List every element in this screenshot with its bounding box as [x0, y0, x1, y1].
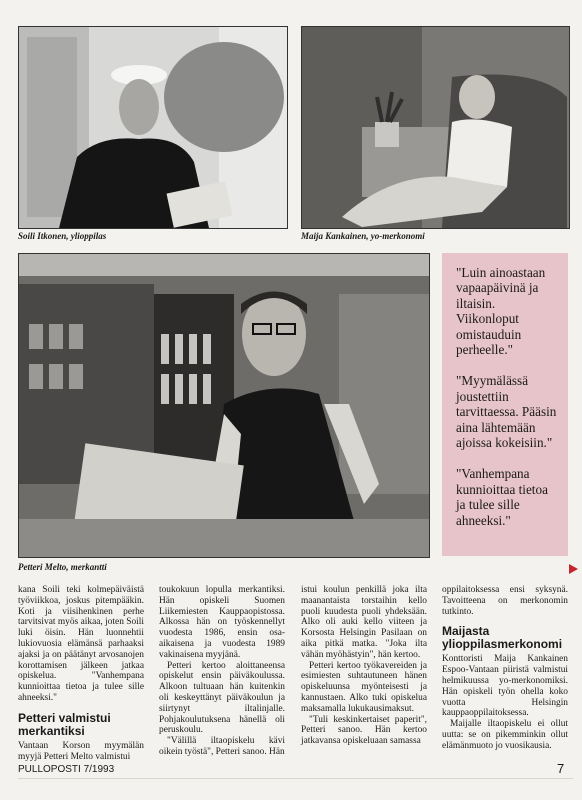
article-column-3	[301, 585, 427, 747]
caption-photo-maija: Maija Kankainen, yo-merkonomi	[301, 231, 425, 241]
footer-divider	[18, 778, 573, 779]
paragraph: kana Soili teki kolmepäiväistä työviikkoa, joskus pitempääkin. Koti ja viisihenkinen perhe tarvitsivat myös aikaa, joten Soili luki öisin. Hän luonnehtii lukiovuosia elämänsä parhaaksi ajaksi ja on päätänyt arvosanojen korottamisen jälkeen jatkaa opiskelua. "Vanhempana kunnioittaa tietoa ja tulee sille ahneeksi."	[18, 585, 144, 703]
caption-photo-petteri: Petteri Melto, merkantti	[18, 562, 107, 572]
photo-maija-kankainen	[301, 26, 570, 229]
paragraph: Konttoristi Maija Kankainen Espoo-Vantaan piiristä valmistui helmikuussa yo-merkonomiksi. Hän opiskeli työn ohella koko vuotta Helsingin kauppaoppilaitoksessa.	[442, 654, 568, 719]
pull-quote-3: "Vanhempana kunnioittaa tietoa ja tulee sille ahneeksi."	[456, 466, 548, 528]
pull-quote-2: "Myymälässä joustettiin tarvittaessa. Pääsin aina lähtemään ajoissa kokeisiin."	[456, 373, 557, 451]
subheading-maija: Maijasta ylioppilasmerkonomi	[442, 624, 563, 652]
article-column-4	[442, 585, 568, 752]
article-column-2	[159, 585, 285, 758]
paragraph: toukokuun lopulla merkantiksi. Hän opiskeli Suomen Liikemiesten Kauppaopistossa. Alkossa hän on työskennellyt vuodesta 1986, ensin osa-aikaisena ja vuodesta 1989 vakinaisena myyjänä.	[159, 585, 285, 660]
photo-soili-itkonen	[18, 26, 288, 229]
paragraph: Vantaan Korson myymälän myyjä Petteri Melto valmistui	[18, 740, 144, 762]
paragraph: Maijalle iltaopiskelu ei ollut uutta: se on pikemminkin ollut elämänmuoto jo vuosikausia.	[442, 719, 568, 751]
paragraph: "Välillä iltaopiskelu kävi oikein työstä", Petteri sanoo. Hän	[159, 736, 285, 757]
paragraph: Petteri kertoo aloittaneensa opiskelut ensin päiväkoulussa. Alkoon tultuaan hän kuitenkin oli keskeyttänyt päiväkoulun ja siirtynyt iltalinjalle. Pohjakoulutuksena hänellä oli peruskoulu.	[159, 660, 285, 736]
pull-quote-box	[442, 253, 568, 556]
caption-photo-soili: Soili Itkonen, ylioppilas	[18, 231, 107, 241]
subheading-petteri: Petteri valmistui merkantiksi	[18, 710, 111, 738]
article-column-1	[18, 585, 144, 762]
page-number: 7	[557, 761, 565, 776]
continue-arrow-icon	[569, 564, 578, 574]
paragraph: "Tuli keskinkertaiset paperit", Petteri sanoo. Hän kertoo jatkavansa opiskeluaan samassa	[301, 714, 427, 747]
pull-quote-1: "Luin ainoastaan vapaapäivinä ja iltaisin. Viikonloput omistauduin perheelle."	[456, 265, 546, 358]
paragraph: istui koulun penkillä joka ilta maanantaista torstaihin kello puoli kuudesta puoli yhdeksään. Alko oli auki kello viiteen ja Korsosta Helsingin Pasilaan on aika pitkä matka. "Joka ilta vähän myöhästyin", hän kertoo.	[301, 585, 427, 660]
paragraph: Petteri kertoo työkavereiden ja esimiesten suhtautuneen hänen opiskeluunsa myönteisesti ja kannustaen. Alko tuki opiskelua maksamalla lukukausimaksut.	[301, 660, 427, 714]
photo-petteri-melto	[18, 253, 430, 558]
publication-footer: PULLOPOSTI 7/1993	[18, 764, 115, 775]
paragraph: oppilaitoksessa ensi syksynä. Tavoitteena on merkonomin tutkinto.	[442, 585, 568, 617]
